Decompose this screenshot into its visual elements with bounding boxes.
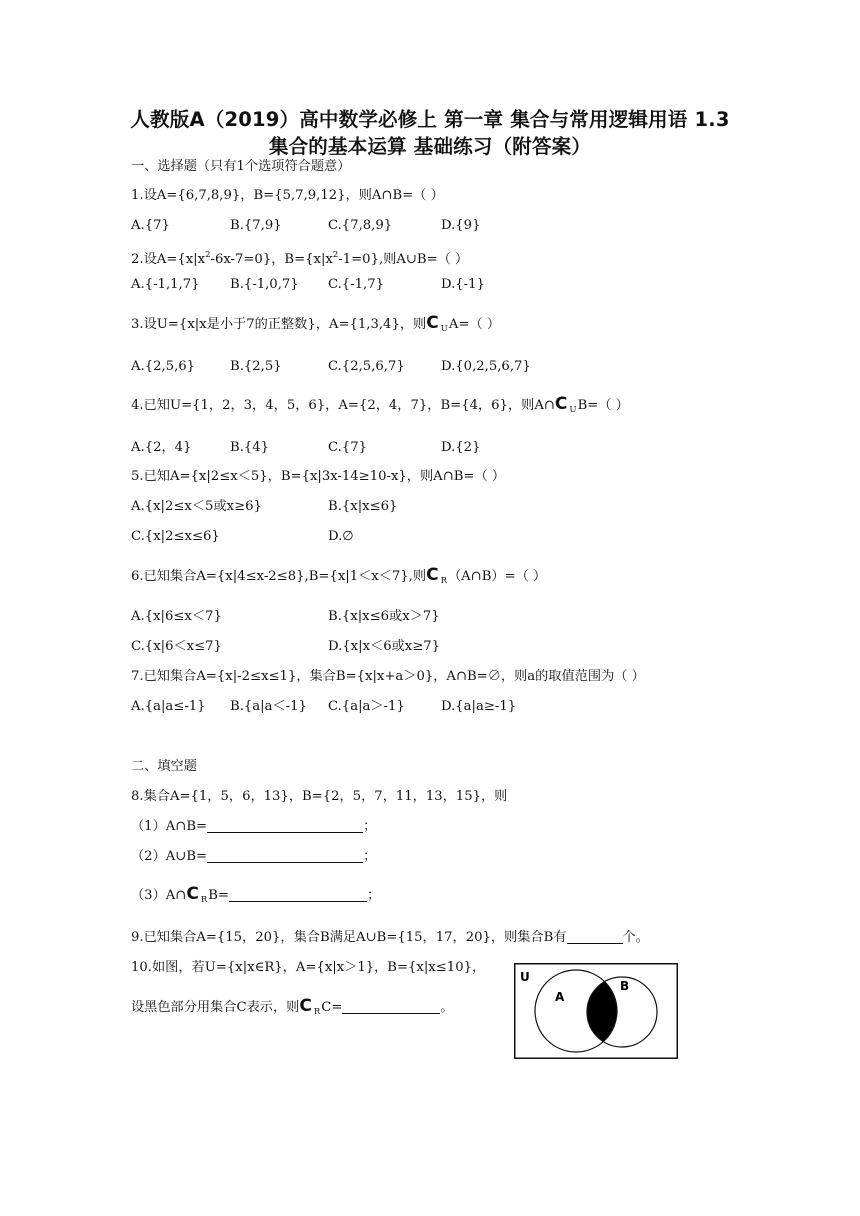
- page-title-line1: 人教版A（2019）高中数学必修上 第一章 集合与常用逻辑用语 1.3: [130, 108, 730, 131]
- complement-symbol: C: [426, 313, 439, 333]
- question-2-option-b: B.{-1,0,7}: [230, 277, 299, 292]
- question-5-stem: 5.已知A={x|2≤x＜5}，B={x|3x-14≥10-x}，则A∩B=（ ）: [131, 469, 506, 484]
- question-9-stem: 9.已知集合A={15，20}，集合B满足A∪B={15，17，20}，则集合B有 个。: [131, 930, 649, 945]
- question-8-part-3: （3）A∩C $_R$B= ；: [131, 884, 381, 905]
- question-7-option-b: B.{a|a＜-1}: [230, 699, 307, 714]
- question-2-option-a: A.{-1,1,7}: [131, 277, 200, 292]
- question-3-option-d: D.{0,2,5,6,7}: [441, 359, 531, 374]
- question-7-stem: 7.已知集合A={x|-2≤x≤1}，集合B={x|x+a＞0}，A∩B=∅，则a的取值范围为（ ）: [131, 669, 645, 684]
- question-3-option-b: B.{2,5}: [230, 359, 282, 374]
- question-4-stem: 4.已知U={1，2，3，4，5，6}，A={2，4，7}，B={4，6}，则A∩C $_U$B=（ ）: [131, 394, 629, 415]
- complement-symbol: C: [299, 996, 312, 1016]
- section-heading-fill: 二、填空题: [131, 759, 197, 774]
- question-10-line2: 设黑色部分用集合C表示，则C $_R$C= 。: [131, 996, 454, 1017]
- question-6-option-c: C.{x|6＜x≤7}: [131, 639, 222, 654]
- question-7-option-a: A.{a|a≤-1}: [131, 699, 206, 714]
- page-title-line2: 集合的基本运算 基础练习（附答案）: [268, 135, 592, 158]
- question-5-option-a: A.{x|2≤x＜5或x≥6}: [131, 499, 262, 514]
- question-2-option-d: D.{-1}: [441, 277, 485, 292]
- venn-diagram: [514, 963, 678, 1059]
- question-8-part-1: （1）A∩B= ；: [131, 819, 377, 834]
- answer-blank: [229, 887, 367, 902]
- question-6-stem: 6.已知集合A={x|4≤x-2≤8},B={x|1＜x＜7},则C $_R$（A∩B）=（ ）: [131, 565, 547, 586]
- question-8-stem: 8.集合A={1，5，6，13}，B={2，5，7，11，13，15}，则: [131, 789, 508, 804]
- venn-label-u: U: [520, 970, 530, 984]
- question-10-stem: 10.如图，若U={x|x∈R}，A={x|x＞1}，B={x|x≤10}，: [131, 960, 486, 975]
- question-7-option-c: C.{a|a＞-1}: [328, 699, 405, 714]
- question-2-stem: 2.设$A=\{x|x^2-6x-7=0\}$，$B=\{x|x^2-1=0\}$,则A∪B=（ ）: [131, 250, 469, 267]
- question-4-option-d: D.{2}: [441, 440, 481, 455]
- question-2-option-c: C.{-1,7}: [328, 277, 385, 292]
- answer-blank: [342, 999, 440, 1014]
- answer-blank: [207, 848, 363, 863]
- question-5-option-b: B.{x|x≤6}: [328, 499, 398, 514]
- question-4-option-b: B.{4}: [230, 440, 270, 455]
- question-1-option-a: A.{7}: [131, 218, 170, 233]
- question-6-option-a: A.{x|6≤x＜7}: [131, 609, 222, 624]
- question-8-part-2: （2）A∪B= ；: [131, 849, 377, 864]
- question-3-option-a: A.{2,5,6}: [131, 359, 196, 374]
- question-4-option-c: C.{7}: [328, 440, 367, 455]
- question-1-option-b: B.{7,9}: [230, 218, 282, 233]
- answer-blank: [207, 818, 363, 833]
- complement-symbol: C: [186, 884, 199, 904]
- question-1-stem: 1.设A={6,7,8,9}，B={5,7,9,12}，则A∩B=（ ）: [131, 188, 444, 203]
- question-3-stem: 3.设U={x|x是小于7的正整数}，A={1,3,4}，则C $_U$A=（ ）: [131, 313, 501, 334]
- section-heading-choice: 一、选择题（只有1个选项符合题意）: [131, 159, 351, 174]
- question-6-option-d: D.{x|x＜6或x≥7}: [328, 639, 441, 654]
- question-7-option-d: D.{a|a≥-1}: [441, 699, 517, 714]
- question-6-option-b: B.{x|x≤6或x＞7}: [328, 609, 440, 624]
- venn-label-b: B: [620, 979, 630, 993]
- venn-label-a: A: [555, 990, 565, 1004]
- question-1-option-c: C.{7,8,9}: [328, 218, 393, 233]
- complement-symbol: C: [554, 394, 568, 414]
- question-4-option-a: A.{2，4}: [131, 440, 192, 455]
- complement-symbol: C: [426, 565, 439, 585]
- question-5-option-d: D.∅: [328, 529, 354, 544]
- question-5-option-c: C.{x|2≤x≤6}: [131, 529, 220, 544]
- question-3-option-c: C.{2,5,6,7}: [328, 359, 405, 374]
- answer-blank: [567, 929, 623, 944]
- question-1-option-d: D.{9}: [441, 218, 481, 233]
